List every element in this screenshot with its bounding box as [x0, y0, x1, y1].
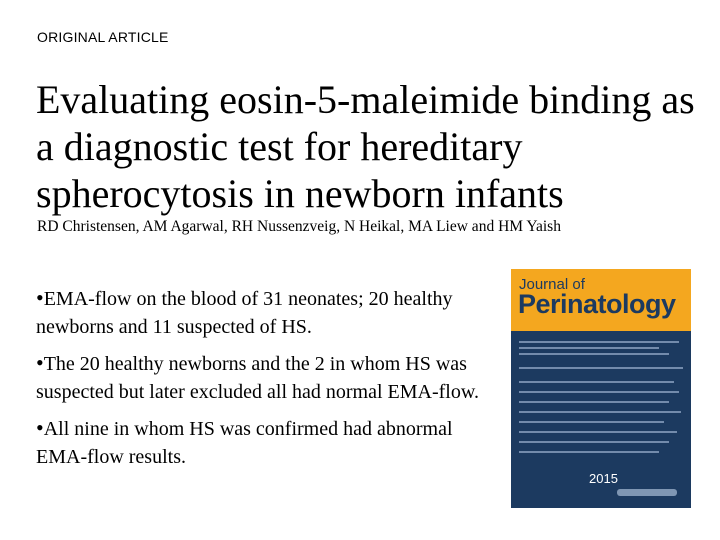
journal-cover-image [511, 269, 691, 508]
cover-text-line [519, 451, 659, 453]
cover-text-line [519, 341, 679, 343]
article-title: Evaluating eosin-5-maleimide binding as a diagnostic test for hereditary spherocytosis in newborn infants [36, 77, 695, 216]
journal-name-top: Journal of [519, 276, 585, 293]
bullet-item [36, 349, 486, 406]
bullet-text: All nine in whom HS was confirmed had abnormal EMA-flow results. [36, 418, 453, 468]
bullet-item [36, 414, 486, 471]
publisher-logo-icon [617, 489, 677, 496]
article-type-label: ORIGINAL ARTICLE [37, 29, 169, 45]
cover-text-line [519, 421, 664, 423]
authors-line: RD Christensen, AM Agarwal, RH Nussenzveig, N Heikal, MA Liew and HM Yaish [37, 218, 561, 235]
bullet-dot-icon: • [36, 285, 44, 310]
cover-text-line [519, 347, 659, 349]
cover-text-line [519, 381, 674, 383]
cover-year: 2015 [589, 471, 618, 486]
cover-text-line [519, 411, 681, 413]
bullet-item [36, 284, 486, 341]
summary-bullets [36, 284, 486, 479]
bullet-dot-icon: • [36, 350, 44, 375]
bullet-text: The 20 healthy newborns and the 2 in whom HS was suspected but later excluded all had normal EMA-flow. [36, 353, 480, 403]
journal-name-main: Perinatology [518, 289, 676, 319]
cover-text-line [519, 367, 683, 369]
cover-text-line [519, 391, 679, 393]
cover-text-line [519, 431, 677, 433]
bullet-dot-icon: • [36, 415, 44, 440]
cover-text-line [519, 401, 669, 403]
cover-text-line [519, 441, 669, 443]
bullet-text: EMA-flow on the blood of 31 neonates; 20 healthy newborns and 11 suspected of HS. [36, 288, 453, 338]
cover-text-line [519, 353, 669, 355]
